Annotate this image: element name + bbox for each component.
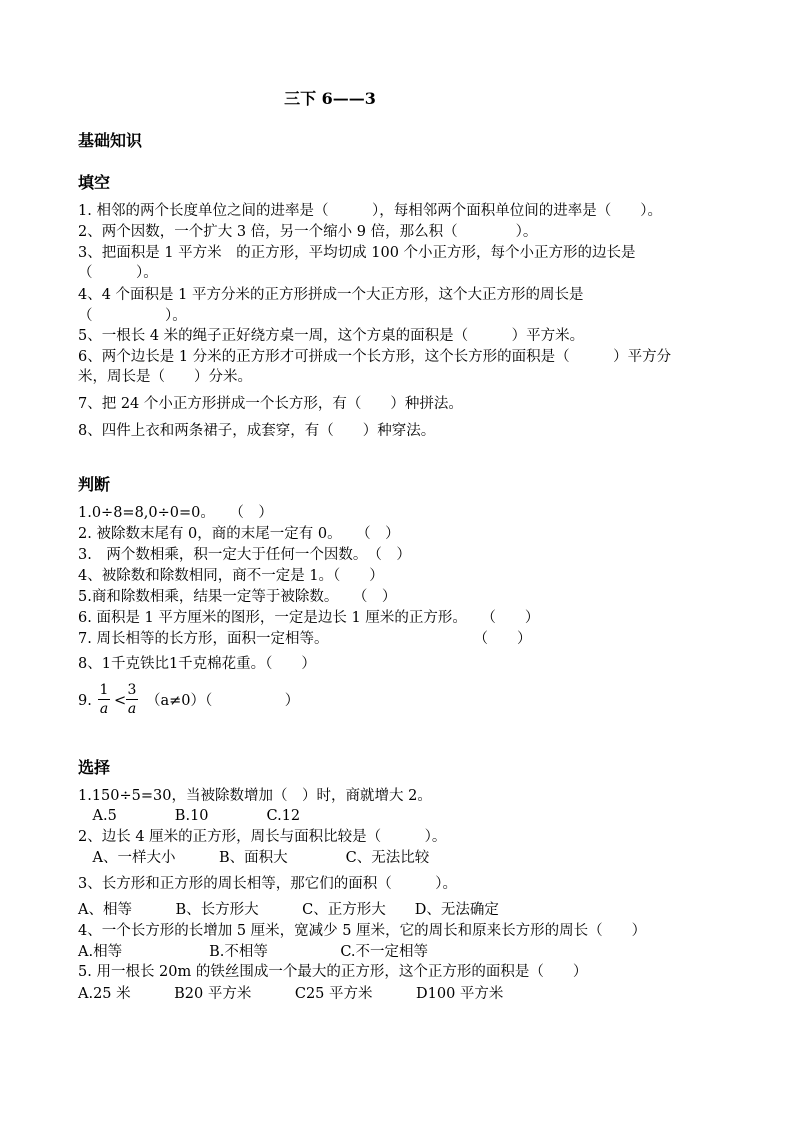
section-judge-heading: 判断 bbox=[78, 475, 111, 494]
choice-question-1: 1.150÷5=30，当被除数增加（ ）时，商就增大 2。 bbox=[78, 788, 432, 804]
judge-question-6: 6. 面积是 1 平方厘米的图形，一定是边长 1 厘米的正方形。 （ ） bbox=[78, 610, 540, 626]
judge-question-8: 8、1千克铁比1千克棉花重。（ ） bbox=[78, 656, 316, 672]
judge-question-1: 1.0÷8=8,0÷0=0。 （ ） bbox=[78, 505, 273, 521]
judge9-prefix: 9. bbox=[78, 693, 92, 709]
fraction-3-over-a bbox=[126, 682, 138, 717]
section-choice-heading: 选择 bbox=[78, 758, 111, 777]
fill-question-2: 2、两个因数，一个扩大 3 倍，另一个缩小 9 倍，那么积（ ）。 bbox=[78, 224, 538, 240]
fraction-1-numerator: 1 bbox=[99, 682, 109, 698]
judge-question-4: 4、被除数和除数相同，商不一定是 1。（ ） bbox=[78, 568, 384, 584]
fill-question-3-cont: （ ）。 bbox=[78, 265, 158, 281]
fill-question-5: 5、一根长 4 米的绳子正好绕方桌一周，这个方桌的面积是（ ）平方米。 bbox=[78, 328, 585, 344]
fraction-1-denominator: a bbox=[99, 701, 109, 717]
choice-question-2-options: A、一样大小 B、面积大 C、无法比较 bbox=[78, 850, 430, 866]
choice-question-1-options: A.5 B.10 C.12 bbox=[78, 808, 301, 824]
fill-question-1: 1. 相邻的两个长度单位之间的进率是（ ），每相邻两个面积单位间的进率是（ ）。 bbox=[78, 203, 662, 219]
fill-question-8: 8、四件上衣和两条裙子，成套穿，有（ ）种穿法。 bbox=[78, 423, 436, 439]
judge-question-2: 2. 被除数末尾有 0，商的末尾一定有 0。 （ ） bbox=[78, 526, 400, 542]
judge9-suffix: （a≠0）（ ） bbox=[146, 693, 300, 709]
fraction-2-bar bbox=[126, 699, 138, 700]
fill-question-4-cont: （ ）。 bbox=[78, 308, 187, 324]
fraction-2-denominator: a bbox=[127, 701, 137, 717]
section-fill-heading: 填空 bbox=[78, 173, 111, 192]
choice-question-3: 3、长方形和正方形的周长相等，那它们的面积（ ）。 bbox=[78, 876, 457, 892]
choice-question-2: 2、边长 4 厘米的正方形，周长与面积比较是（ ）。 bbox=[78, 829, 447, 845]
judge-question-7: 7. 周长相等的长方形，面积一定相等。 （ ） bbox=[78, 631, 532, 647]
choice-question-4-options: A.相等 B.不相等 C.不一定相等 bbox=[78, 944, 429, 960]
section-basics-heading: 基础知识 bbox=[78, 131, 143, 150]
choice-question-3-options: A、相等 B、长方形大 C、正方形大 D、无法确定 bbox=[78, 902, 499, 918]
fraction-2-numerator: 3 bbox=[127, 682, 137, 698]
fraction-1-over-a bbox=[98, 682, 110, 717]
choice-question-5: 5. 用一根长 20m 的铁丝围成一个最大的正方形，这个正方形的面积是（ ） bbox=[78, 964, 588, 980]
fill-question-6: 6、两个边长是 1 分米的正方形才可拼成一个长方形，这个长方形的面积是（ ）平方分 bbox=[78, 349, 672, 365]
fill-question-4: 4、4 个面积是 1 平方分米的正方形拼成一个大正方形，这个大正方形的周长是 bbox=[78, 287, 584, 303]
judge-question-5: 5.商和除数相乘，结果一定等于被除数。 （ ） bbox=[78, 589, 397, 605]
choice-question-5-options: A.25 米 B20 平方米 C25 平方米 D100 平方米 bbox=[78, 986, 504, 1002]
less-than-sign: < bbox=[114, 693, 127, 709]
fill-question-6-cont: 米，周长是（ ）分米。 bbox=[78, 369, 252, 385]
fraction-1-bar bbox=[98, 699, 110, 700]
fill-question-3: 3、把面积是 1 平方米 的正方形，平均切成 100 个小正方形，每个小正方形的边长是 bbox=[78, 245, 636, 261]
page-title: 三下 6——3 bbox=[284, 89, 376, 108]
judge-question-3: 3. 两个数相乘，积一定大于任何一个因数。 （ ） bbox=[78, 547, 411, 563]
fill-question-7: 7、把 24 个小正方形拼成一个长方形，有（ ）种拼法。 bbox=[78, 396, 463, 412]
choice-question-4: 4、一个长方形的长增加 5 厘米，宽减少 5 厘米，它的周长和原来长方形的周长（ ） bbox=[78, 923, 647, 939]
